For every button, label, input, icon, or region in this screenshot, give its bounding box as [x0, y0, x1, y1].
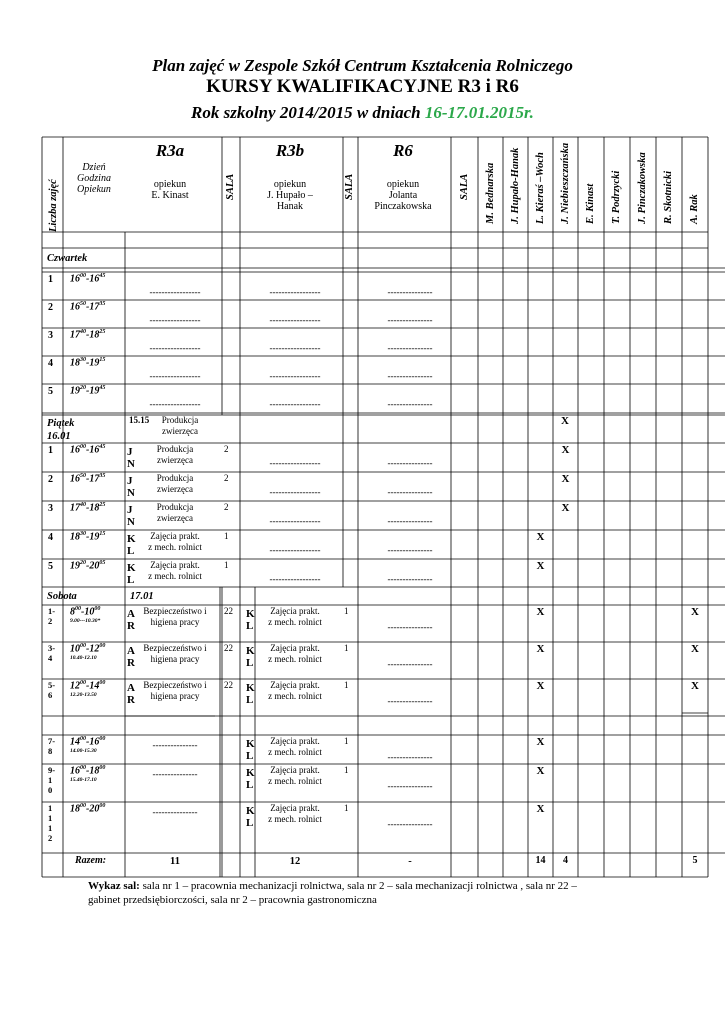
- lesson-subtime: 15.40-17.10: [70, 777, 97, 783]
- subject: Zajęcia prakt.: [150, 531, 200, 541]
- row-number: 1: [48, 775, 53, 785]
- lesson-time: $19^{20}-20^{05}$: [70, 560, 106, 572]
- empty-r3a: ---------------: [152, 740, 198, 750]
- r6-opiekun: opiekun: [386, 179, 420, 190]
- mark-x: X: [561, 473, 570, 485]
- lesson-time: $16^{50}-17^{35}$: [70, 301, 106, 313]
- empty-r3b: -----------------: [269, 487, 321, 497]
- empty-r6: ---------------: [387, 487, 433, 497]
- teacher-initial: K: [246, 767, 255, 779]
- mark-x: X: [536, 560, 545, 572]
- dzien-header: Dzień: [82, 162, 106, 173]
- subject: z mech. rolnict: [268, 691, 322, 701]
- room-number: 1: [344, 736, 349, 746]
- row-number: 1: [48, 823, 53, 833]
- teacher-initial: A: [127, 608, 135, 620]
- empty-r3b: -----------------: [269, 343, 321, 353]
- header-line-1: Plan zajęć w Zespole Szkół Centrum Kształcenia Rolniczego: [152, 56, 573, 75]
- r3a-code: R3a: [155, 141, 185, 160]
- empty-r6: ---------------: [387, 399, 433, 409]
- subject: zwierzęca: [157, 455, 193, 465]
- empty-r3a: ---------------: [152, 769, 198, 779]
- teacher-header: J. Niebieszczańska: [560, 142, 571, 224]
- mark-x: X: [691, 680, 699, 692]
- lesson-subtime: 14.00-15.30: [70, 748, 97, 754]
- mark-x: X: [536, 606, 545, 618]
- header-line-2: KURSY KWALIFIKACYJNE R3 i R6: [206, 76, 519, 97]
- row-number: 4: [48, 653, 53, 663]
- teacher-initial: L: [246, 779, 254, 791]
- header-dates: 16-17.01.2015r.: [424, 103, 534, 122]
- teacher-initial: K: [246, 608, 255, 620]
- room-number: 2: [224, 444, 229, 454]
- room-list-line-2: gabinet przedsiębiorczości, sala nr 2 – pracownia gastronomiczna: [88, 894, 377, 906]
- r6-opiekun: Jolanta: [388, 190, 418, 201]
- lesson-time: $10^{00}-12^{00}$: [70, 643, 106, 655]
- room-list: [88, 879, 577, 907]
- row-number: 7-: [48, 736, 56, 746]
- subject: Zajęcia prakt.: [270, 765, 320, 775]
- empty-r3b: -----------------: [269, 287, 321, 297]
- room-number: 22: [224, 606, 233, 616]
- subject: z mech. rolnict: [268, 747, 322, 757]
- day-czwartek: Czwartek: [47, 253, 88, 264]
- empty-r6: ---------------: [387, 696, 433, 706]
- subject: z mech. rolnict: [268, 654, 322, 664]
- r3b-opiekun: J. Hupało –: [267, 190, 313, 201]
- room-list-line-1: sala nr 1 – pracownia mechanizacji rolnictwa, sala nr 2 – sala mechanizacji rolnictwa , sala nr 22 –: [139, 880, 577, 892]
- row-number: 3: [48, 503, 53, 514]
- total-r3b: 12: [289, 856, 301, 867]
- lesson-time: $12^{00}-14^{00}$: [70, 680, 106, 692]
- mark-x: X: [691, 643, 699, 655]
- row-number: 1-: [48, 606, 56, 616]
- lesson-time: $14^{00}-16^{00}$: [70, 736, 106, 748]
- row-number: 4: [48, 532, 53, 543]
- room-number: 2: [224, 502, 229, 512]
- teacher-initial: A: [127, 682, 135, 694]
- day-piatek: Piątek: [47, 418, 75, 429]
- row-number: 8: [48, 746, 53, 756]
- subject: z mech. rolnict: [268, 776, 322, 786]
- dzien-header: Godzina: [77, 173, 111, 184]
- empty-r6: ---------------: [387, 819, 433, 829]
- row-number: 5: [48, 561, 53, 572]
- subject: higiena pracy: [150, 691, 200, 701]
- teacher-header: M. Bednarska: [485, 162, 496, 224]
- header-line-3-prefix: Rok szkolny 2014/2015 w dniach: [191, 103, 425, 122]
- mark-x: X: [691, 606, 699, 618]
- empty-r3a: -----------------: [149, 343, 201, 353]
- teacher-initial: R: [127, 620, 135, 632]
- subject: Zajęcia prakt.: [270, 643, 320, 653]
- room-number: 22: [224, 680, 233, 690]
- dzien-header: Opiekun: [77, 184, 111, 195]
- subject: z mech. rolnict: [148, 571, 202, 581]
- empty-r6: ---------------: [387, 343, 433, 353]
- room-number: 1: [224, 531, 229, 541]
- lesson-time: $18^{30}-19^{15}$: [70, 357, 106, 369]
- teacher-initial: K: [246, 805, 255, 817]
- subject: Zajęcia prakt.: [270, 736, 320, 746]
- empty-r3b: -----------------: [269, 399, 321, 409]
- subject: higiena pracy: [150, 617, 200, 627]
- teacher-initial: J: [127, 504, 133, 516]
- subject: Bezpieczeństwo i: [143, 680, 207, 690]
- teacher-header: L. Kieraś –Woch: [535, 152, 546, 224]
- empty-r6: ---------------: [387, 752, 433, 762]
- room-number: 1: [344, 765, 349, 775]
- row-number: 2: [48, 302, 53, 313]
- teacher-initial: L: [246, 694, 254, 706]
- teacher-header: T. Podrzycki: [611, 170, 622, 224]
- empty-r3a: ---------------: [152, 807, 198, 817]
- teacher-initial: L: [246, 750, 254, 762]
- empty-r3a: -----------------: [149, 287, 201, 297]
- r3a-opiekun: opiekun: [153, 179, 187, 190]
- sala-header-r6: SALA: [459, 173, 470, 200]
- empty-r3a: -----------------: [149, 371, 201, 381]
- day-sobota-date: 17.01: [130, 591, 154, 602]
- row-number: 3: [48, 330, 53, 341]
- lesson-time: $16^{00}-16^{45}$: [70, 444, 106, 456]
- row-number: 1: [48, 274, 53, 285]
- sala-header-r3a: SALA: [225, 173, 236, 200]
- lesson-time: $18^{30}-19^{15}$: [70, 531, 106, 543]
- empty-r3b: -----------------: [269, 516, 321, 526]
- total-r3a: 11: [170, 856, 180, 867]
- row-number: 1: [48, 813, 53, 823]
- teacher-initial: N: [127, 516, 135, 528]
- piatek-time: 15.15: [129, 415, 150, 425]
- lesson-time: $17^{40}-18^{25}$: [70, 329, 106, 341]
- r3b-code: R3b: [275, 141, 305, 160]
- mark-x: X: [536, 803, 545, 815]
- empty-r3b: -----------------: [269, 574, 321, 584]
- room-list-label: Wykaz sal:: [88, 880, 140, 892]
- lesson-time: $17^{40}-18^{25}$: [70, 502, 106, 514]
- lesson-time: $19^{20}-19^{45}$: [70, 385, 106, 397]
- subject: zwierzęca: [157, 484, 193, 494]
- room-number: 2: [224, 473, 229, 483]
- teacher-initial: L: [127, 574, 135, 586]
- empty-r6: ---------------: [387, 659, 433, 669]
- teacher-initial: K: [127, 562, 136, 574]
- lesson-time: $16^{50}-17^{35}$: [70, 473, 106, 485]
- empty-r3a: -----------------: [149, 399, 201, 409]
- teacher-initial: K: [246, 738, 255, 750]
- teacher-initial: J: [127, 446, 133, 458]
- mark-x: X: [561, 415, 569, 427]
- row-number: 6: [48, 690, 53, 700]
- subject: z mech. rolnict: [268, 814, 322, 824]
- lesson-subtime: 10.40-12.10: [70, 655, 97, 661]
- mark-x: X: [561, 444, 570, 456]
- empty-r6: ---------------: [387, 781, 433, 791]
- teacher-initial: A: [127, 645, 135, 657]
- lesson-time: $8^{00}-10^{00}$: [70, 606, 101, 618]
- row-number: 0: [48, 785, 53, 795]
- total-r6: -: [408, 856, 412, 867]
- lesson-time: $16^{00}-18^{00}$: [70, 765, 106, 777]
- subject: higiena pracy: [150, 654, 200, 664]
- mark-x: X: [536, 643, 545, 655]
- teacher-header: A. Rak: [689, 194, 700, 224]
- subject: Produkcja: [156, 444, 194, 454]
- subject: Bezpieczeństwo i: [143, 643, 207, 653]
- row-number: 4: [48, 358, 53, 369]
- teacher-initial: J: [127, 475, 133, 487]
- total-rak: 5: [692, 855, 698, 866]
- empty-r6: ---------------: [387, 545, 433, 555]
- room-number: 1: [344, 643, 349, 653]
- room-number: 1: [224, 560, 229, 570]
- total-kieras: 14: [535, 855, 546, 866]
- row-number: 2: [48, 833, 53, 843]
- empty-r3b: -----------------: [269, 545, 321, 555]
- empty-r6: ---------------: [387, 315, 433, 325]
- r6-code: R6: [393, 141, 413, 160]
- teacher-initial: K: [246, 645, 255, 657]
- teacher-initial: L: [246, 620, 254, 632]
- teacher-initial: K: [127, 533, 136, 545]
- empty-r6: ---------------: [387, 287, 433, 297]
- day-piatek-date: 16.01: [47, 431, 71, 442]
- r6-opiekun: Pinczakowska: [374, 201, 432, 212]
- teacher-header: J. Hupało-Hanak: [510, 147, 521, 224]
- mark-x: X: [536, 736, 545, 748]
- empty-r6: ---------------: [387, 622, 433, 632]
- empty-r3a: -----------------: [149, 315, 201, 325]
- subject: Zajęcia prakt.: [150, 560, 200, 570]
- room-number: 1: [344, 803, 349, 813]
- sala-header-r3b: SALA: [344, 173, 355, 200]
- empty-r3b: -----------------: [269, 458, 321, 468]
- room-number: 1: [344, 606, 349, 616]
- r3a-opiekun: E. Kinast: [151, 190, 189, 201]
- teacher-header: E. Kinast: [585, 183, 596, 224]
- r3b-opiekun: opiekun: [273, 179, 307, 190]
- room-number: 22: [224, 643, 233, 653]
- subject: Zajęcia prakt.: [270, 606, 320, 616]
- mark-x: X: [536, 765, 545, 777]
- teacher-initial: R: [127, 694, 135, 706]
- row-number: 2: [48, 474, 53, 485]
- mark-x: X: [536, 680, 545, 692]
- row-number: 9-: [48, 765, 56, 775]
- subject: Bezpieczeństwo i: [143, 606, 207, 616]
- piatek-subject: zwierzęca: [162, 426, 198, 436]
- empty-r6: ---------------: [387, 516, 433, 526]
- lesson-subtime: 12.20-13.50: [70, 692, 97, 698]
- lesson-subtime: 9.00---10.30*: [70, 618, 101, 624]
- day-sobota: Sobota: [47, 591, 77, 602]
- empty-r6: ---------------: [387, 458, 433, 468]
- piatek-subject: Produkcja: [161, 415, 199, 425]
- room-number: 1: [344, 680, 349, 690]
- total-niebieszczanska: 4: [563, 855, 568, 866]
- subject: Produkcja: [156, 502, 194, 512]
- r3b-opiekun: Hanak: [276, 201, 304, 212]
- subject: Zajęcia prakt.: [270, 803, 320, 813]
- liczba-zajec-header: Liczba zajęć: [48, 179, 59, 232]
- totals-label: Razem:: [75, 855, 107, 866]
- empty-r3b: -----------------: [269, 371, 321, 381]
- teacher-initial: L: [246, 817, 254, 829]
- row-number: 5-: [48, 680, 56, 690]
- teacher-initial: K: [246, 682, 255, 694]
- empty-r6: ---------------: [387, 574, 433, 584]
- mark-x: X: [536, 531, 545, 543]
- row-number: 5: [48, 386, 53, 397]
- row-number: 3-: [48, 643, 56, 653]
- subject: Zajęcia prakt.: [270, 680, 320, 690]
- row-number: 2: [48, 616, 53, 626]
- teacher-header: J. Pinczakowska: [637, 152, 648, 224]
- subject: Produkcja: [156, 473, 194, 483]
- empty-r6: ---------------: [387, 371, 433, 381]
- teacher-initial: L: [246, 657, 254, 669]
- teacher-header: R. Skotnicki: [663, 170, 674, 224]
- row-number: 1: [48, 803, 53, 813]
- teacher-initial: L: [127, 545, 135, 557]
- teacher-initial: N: [127, 458, 135, 470]
- subject: zwierzęca: [157, 513, 193, 523]
- teacher-initial: R: [127, 657, 135, 669]
- empty-r3b: -----------------: [269, 315, 321, 325]
- lesson-time: $16^{00}-16^{45}$: [70, 273, 106, 285]
- subject: z mech. rolnict: [148, 542, 202, 552]
- mark-x: X: [561, 502, 570, 514]
- subject: z mech. rolnict: [268, 617, 322, 627]
- teacher-initial: N: [127, 487, 135, 499]
- row-number: 1: [48, 445, 53, 456]
- lesson-time: $18^{00}-20^{00}$: [70, 803, 106, 815]
